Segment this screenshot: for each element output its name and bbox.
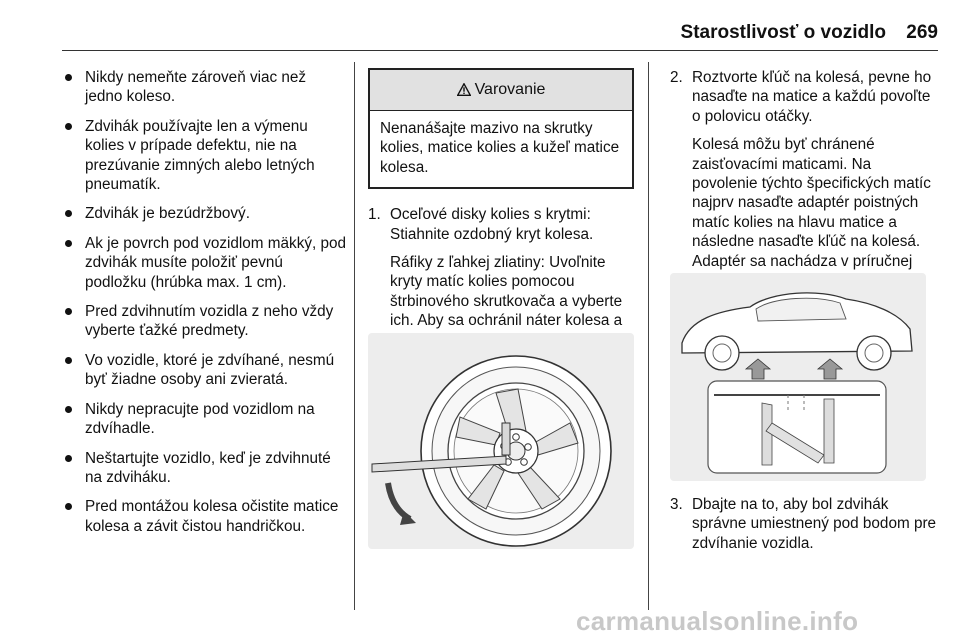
- bullet-icon: [65, 240, 72, 247]
- bullet-icon: [65, 503, 72, 510]
- bullet-item: Nikdy nemeňte zároveň viac než jedno koleso.: [62, 68, 347, 107]
- middle-column: [368, 68, 634, 378]
- bullet-icon: [65, 74, 72, 81]
- step-number: 2.: [670, 69, 683, 86]
- bullet-item: Neštartujte vozidlo, keď je zdvihnuté na zdviháku.: [62, 449, 347, 488]
- bullet-icon: [65, 210, 72, 217]
- column-divider-1: [354, 62, 355, 610]
- bullet-item: Ak je povrch pod vozidlom mäkký, pod zdvihák musíte položiť pevnú podložku (hrúbka max. 1 cm).: [62, 234, 347, 292]
- step-number: 3.: [670, 496, 683, 513]
- bullet-item: Pred montážou kolesa očistite matice kolesa a závit čistou handričkou.: [62, 497, 347, 536]
- watermark-text: carmanualsonline.info: [576, 606, 859, 636]
- steps-list-part3: [670, 495, 938, 553]
- safety-bullet-list: [62, 68, 347, 536]
- bullet-item: Nikdy nepracujte pod vozidlom na zdvíhadle.: [62, 400, 347, 439]
- step-1-paragraph-2: Ráfiky z ľahkej zliatiny: Uvoľnite kryty matíc kolies pomocou štrbinového skrutkovača a vyberte ich. Aby sa ochránil náter kolesa a: [390, 253, 634, 369]
- step-1-paragraph-1: Oceľové disky kolies s krytmi: Stiahnite ozdobný kryt kolesa.: [390, 206, 594, 243]
- bullet-icon: [65, 308, 72, 315]
- bullet-item: Zdvihák je bezúdržbový.: [62, 204, 347, 223]
- header-divider: [62, 50, 938, 51]
- step-2: [670, 68, 938, 290]
- step-number: 1.: [368, 206, 381, 224]
- right-column: [670, 68, 938, 299]
- left-column: [62, 68, 347, 546]
- page-header-title: Starostlivosť o vozidlo: [680, 22, 886, 43]
- bullet-icon: [65, 406, 72, 413]
- bullet-item: Vo vozidle, ktoré je zdvíhané, nesmú byť žiadne osoby ani zvieratá.: [62, 351, 347, 390]
- bullet-icon: [65, 357, 72, 364]
- step-2-paragraph-1: Roztvorte kľúč na kolesá, pevne ho nasaďte na matice a každú povoľte o polovicu otáčky.: [692, 69, 932, 125]
- car-jack-illustration: [670, 273, 926, 481]
- warning-text: Nenanášajte mazivo na skrutky kolies, matice kolies a kužeľ matice kolesa.: [380, 120, 620, 176]
- steps-list-part2: [670, 68, 938, 290]
- step-3-block: [670, 495, 938, 562]
- wheel-wrench-illustration: [368, 333, 634, 549]
- column-divider-2: [648, 62, 649, 610]
- warning-title: Varovanie: [474, 81, 546, 99]
- bullet-icon: [65, 455, 72, 462]
- bullet-item: Zdvihák používajte len a výmenu kolies v prípade defektu, nie na prezúvanie zimných alebo letných pneumatík.: [62, 117, 347, 195]
- page-number: 269: [906, 22, 938, 43]
- warning-triangle-icon: [457, 83, 471, 96]
- warning-header: [370, 70, 632, 111]
- bullet-icon: [65, 123, 72, 130]
- step-3-paragraph-1: Dbajte na to, aby bol zdvihák správne umiestnený pod bodom pre zdvíhanie vozidla.: [692, 496, 937, 552]
- step-3: [670, 495, 938, 553]
- bullet-item: Pred zdvihnutím vozidla z neho vždy vyberte ťažké predmety.: [62, 302, 347, 341]
- warning-box: [368, 68, 634, 189]
- step-2-paragraph-2: Kolesá môžu byť chránené zaisťovacími maticami. Na povolenie týchto špecifických matíc najprv nasaďte adaptér poistných matíc kolies na hlavu matice a následne nasaďte kľúč na kolesá. Adaptér sa nachádza v príručnej: [692, 136, 931, 270]
